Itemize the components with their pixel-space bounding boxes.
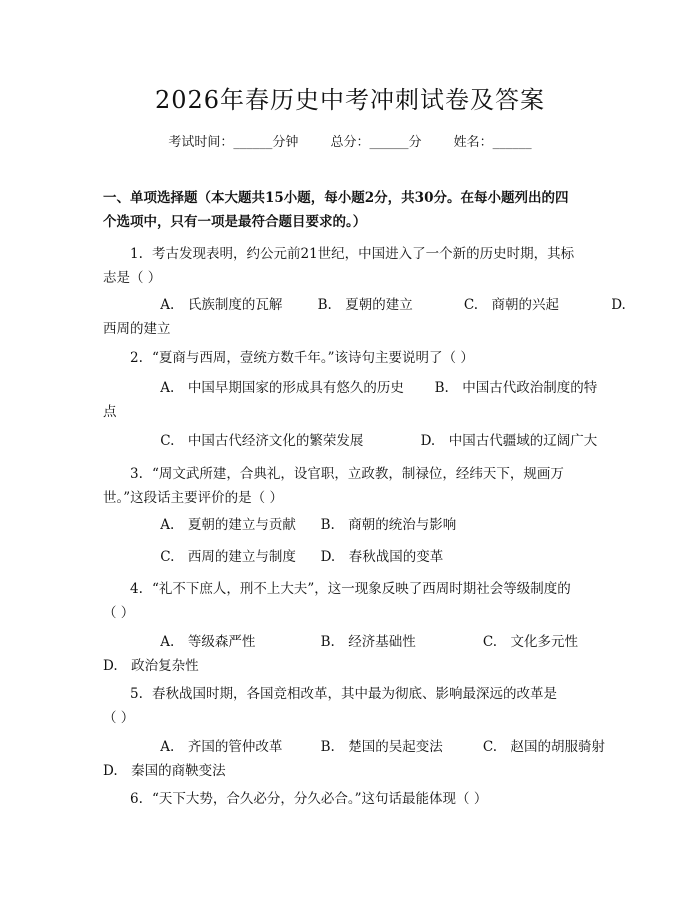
question-number: 6. (130, 791, 143, 807)
option-b: B. 楚国的吴起变法 (320, 739, 443, 755)
question-stem-cont: （ ） (103, 605, 135, 621)
question-stem: 考古发现表明，约公元前21世纪，中国进入了一个新的历史时期，其标 (152, 246, 575, 262)
section-heading-line: 一、单项选择题（本大题共15小题，每小题2分，共30分。在每小题列出的四 (103, 190, 569, 206)
option-a: A. 氏族制度的瓦解 (160, 297, 283, 313)
question-number: 4. (130, 581, 143, 597)
section-heading (103, 186, 603, 234)
question-2-options-row2 (103, 429, 603, 453)
option-c: C. 赵国的胡服骑射 (482, 739, 606, 755)
question-stem: 春秋战国时期，各国竞相改革，其中最为彻底、影响最深远的改革是 (152, 686, 557, 702)
question-2 (103, 346, 600, 370)
question-3-options-row2 (103, 545, 603, 569)
question-4-options (103, 630, 603, 678)
option-a: A. 齐国的管仲改革 (160, 739, 283, 755)
question-2-options (103, 376, 603, 424)
question-number: 2. (130, 350, 143, 366)
option-b: B. 中国古代政治制度的特 (434, 380, 598, 396)
option-a: A. 等级森严性 (160, 634, 256, 650)
option-d: 西周的建立 (103, 321, 171, 337)
exam-time-field: 考试时间：______分钟 (168, 135, 299, 150)
option-d: D. 政治复杂性 (103, 658, 199, 674)
question-number: 5. (130, 686, 143, 702)
student-name-field: 姓名：______ (453, 135, 532, 150)
option-c: C. 商朝的兴起 (463, 297, 560, 313)
option-d: D. 春秋战国的变革 (320, 549, 444, 565)
option-b-cont: 点 (103, 404, 117, 420)
option-d: D. 中国古代疆域的辽阔广大 (420, 433, 598, 449)
question-stem-cont: 世。”这段话主要评价的是（ ） (103, 490, 283, 506)
option-b: B. 夏朝的建立 (317, 297, 413, 313)
option-d-marker: D. (611, 297, 626, 313)
question-number: 3. (130, 466, 143, 482)
question-3-options (103, 513, 603, 537)
question-4 (103, 577, 600, 625)
option-b: B. 商朝的统治与影响 (320, 517, 457, 533)
option-c: C. 中国古代经济文化的繁荣发展 (160, 433, 364, 449)
question-stem: “天下大势，合久必分，分久必合。”这句话最能体现（ ） (152, 791, 488, 807)
question-5 (103, 682, 600, 730)
option-b: B. 经济基础性 (320, 634, 416, 650)
option-a: A. 夏朝的建立与贡献 (160, 517, 296, 533)
question-stem-cont: 志是（ ） (103, 270, 162, 286)
option-a: A. 中国早期国家的形成具有悠久的历史 (160, 380, 404, 396)
question-stem: “夏商与西周，壹统方数千年。”该诗句主要说明了（ ） (152, 350, 474, 366)
page-title: 2026年春历史中考冲刺试卷及答案 (154, 86, 546, 114)
question-stem: “周文武所建，合典礼，设官职，立政教，制禄位，经纬天下，规画万 (152, 466, 564, 482)
question-stem-cont: （ ） (103, 710, 135, 726)
question-stem: “礼不下庶人，刑不上大夫”，这一现象反映了西周时期社会等级制度的 (152, 581, 571, 597)
question-1 (103, 242, 600, 290)
option-c: C. 文化多元性 (482, 634, 579, 650)
option-c: C. 西周的建立与制度 (160, 549, 296, 565)
question-6 (103, 787, 600, 811)
question-number: 1. (130, 246, 143, 262)
option-d: D. 秦国的商鞅变法 (103, 763, 226, 779)
section-heading-line: 个选项中，只有一项是最符合题目要求的。） (103, 214, 367, 230)
question-3 (103, 462, 600, 510)
total-score-field: 总分：______分 (330, 135, 422, 150)
question-1-options (103, 293, 626, 341)
question-5-options (103, 735, 606, 783)
exam-info-line (0, 131, 700, 150)
